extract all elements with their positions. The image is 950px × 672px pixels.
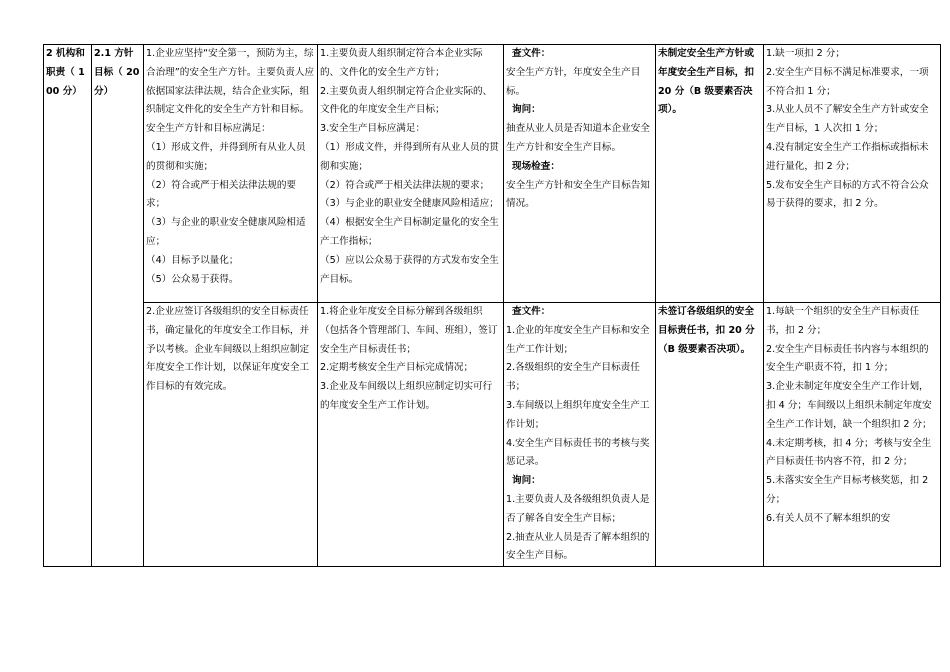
requirement-line: （2）符合或严于相关法律法规的要求； xyxy=(146,179,297,210)
method-line: 2.各级组织的安全生产目标责任书； xyxy=(506,362,640,393)
scoring-clip xyxy=(766,303,938,551)
scoring-line: 5.未落实安全生产目标考核奖惩，扣 2 分； xyxy=(766,475,929,505)
criteria-line: （2）符合或严于相关法律法规的要求； xyxy=(320,179,490,191)
method-line: 4.安全生产目标责任书的考核与奖惩记录。 xyxy=(506,437,650,468)
method-heading: 询问： xyxy=(512,104,541,116)
method-heading: 查文件： xyxy=(512,306,551,317)
table-row xyxy=(44,303,941,567)
veto-text: 未签订各级组织的安全目标责任书，扣 20 分（B 级要素否决项）。 xyxy=(658,306,755,355)
criteria-line: （5）应以公众易于获得的方式发布安全生产目标。 xyxy=(320,254,499,285)
method-line: 2.抽查从业人员是否了解本组织的安全生产目标。 xyxy=(506,531,650,562)
scoring-line: 6.有关人员不了解本组织的安 xyxy=(766,512,891,524)
criteria-line: 1.将企业年度安全目标分解到各级组织（包括各个管理部门、车间、班组），签订安全生产目标责任书； xyxy=(320,306,498,355)
scoring-line: 4.没有制定安全生产工作指标或指标未进行量化，扣 2 分； xyxy=(766,141,929,172)
element-name: 2 机构和职责（ 100 分） xyxy=(46,48,85,97)
method-heading: 现场检查： xyxy=(512,160,560,172)
requirement-line: 2.企业应签订各级组织的安全目标责任书，确定量化的年度安全工作目标，并予以考核。企业车间级以上组织应制定年度安全工作计划，以保证年度安全工作目标的有效完成。 xyxy=(146,306,310,393)
method-cell xyxy=(504,45,656,303)
veto-text: 未制定安全生产方针或年度安全生产目标，扣 20 分（B 级要素否决项）。 xyxy=(658,48,754,116)
requirement-line: （1）形成文件，并得到所有从业人员的贯彻和实施； xyxy=(146,141,306,172)
scoring-line: 4.未定期考核，扣 4 分；考核与安全生产目标责任书内容不符，扣 2 分； xyxy=(766,437,932,468)
scoring-line: 2.安全生产目标责任书内容与本组织的安全生产职责不符，扣 1 分； xyxy=(766,343,929,374)
requirement-line: （5）公众易于获得。 xyxy=(146,273,239,285)
method-line: 1.企业的年度安全生产目标和安全生产工作计划； xyxy=(506,324,650,355)
standard-table xyxy=(43,44,941,567)
method-cell xyxy=(504,303,656,567)
method-heading: 查文件： xyxy=(512,48,551,59)
criteria-line: 2.定期考核安全生产目标完成情况； xyxy=(320,362,474,374)
scoring-line: 2.安全生产目标不满足标准要求，一项不符合扣 1 分； xyxy=(766,66,929,97)
veto-cell xyxy=(656,45,764,303)
requirement-cell xyxy=(144,45,318,303)
method-line: 3.车间级以上组织年度安全生产工作计划； xyxy=(506,399,650,430)
criteria-line: 3.安全生产目标应满足： xyxy=(320,123,426,135)
method-heading: 询问： xyxy=(512,475,541,487)
scoring-line: 1.缺一项扣 2 分； xyxy=(766,48,845,59)
item-cell xyxy=(92,45,144,567)
requirement-line: 安全生产方针和目标应满足： xyxy=(146,123,271,135)
table-row xyxy=(44,45,941,303)
criteria-cell xyxy=(318,45,504,303)
criteria-cell xyxy=(318,303,504,567)
requirement-line: （4）目标予以量化； xyxy=(146,254,239,266)
criteria-line: 3.企业及车间级以上组织应制定切实可行的年度安全生产工作计划。 xyxy=(320,381,493,411)
scoring-cell xyxy=(764,45,941,303)
element-cell xyxy=(44,45,92,567)
scoring-line: 1.每缺一个组织的安全生产目标责任书，扣 2 分； xyxy=(766,306,920,336)
method-line: 抽查从业人员是否知道本企业安全生产方针和安全生产目标。 xyxy=(506,123,650,153)
method-line: 1.主要负责人及各级组织负责人是否了解各自安全生产目标； xyxy=(506,493,650,524)
criteria-line: 1.主要负责人组织制定符合本企业实际的、文件化的安全生产方针； xyxy=(320,48,483,78)
criteria-line: （3）与企业的职业安全健康风险相适应； xyxy=(320,198,499,210)
requirement-cell xyxy=(144,303,318,567)
method-line: 安全生产方针，年度安全生产目标。 xyxy=(506,66,641,97)
criteria-line: （4）根据安全生产目标制定量化的安全生产工作指标； xyxy=(320,217,499,247)
item-name: 2.1 方针目标（ 20 分） xyxy=(94,48,140,97)
veto-cell xyxy=(656,303,764,567)
scoring-line: 3.企业未制定年度安全生产工作计划，扣 4 分；车间级以上组织未制定年度安全生产工作计划，缺一个组织扣 2 分； xyxy=(766,381,932,430)
requirement-line: 1.企业应坚持“安全第一，预防为主，综合治理”的安全生产方针。主要负责人应依据国家法律法规，结合企业实际，组织制定文件化的安全生产方针和目标。 xyxy=(146,48,315,116)
scoring-line: 3.从业人员不了解安全生产方针或安全生产目标，1 人次扣 1 分； xyxy=(766,104,929,135)
criteria-line: （1）形成文件，并得到所有从业人员的贯彻和实施； xyxy=(320,141,499,172)
requirement-line: （3）与企业的职业安全健康风险相适应； xyxy=(146,217,306,247)
method-line: 安全生产方针和安全生产目标告知情况。 xyxy=(506,179,650,210)
scoring-line: 5.发布安全生产目标的方式不符合公众易于获得的要求，扣 2 分。 xyxy=(766,179,929,210)
criteria-line: 2.主要负责人组织制定符合企业实际的、文件化的年度安全生产目标； xyxy=(320,85,493,116)
scoring-cell xyxy=(764,303,941,567)
